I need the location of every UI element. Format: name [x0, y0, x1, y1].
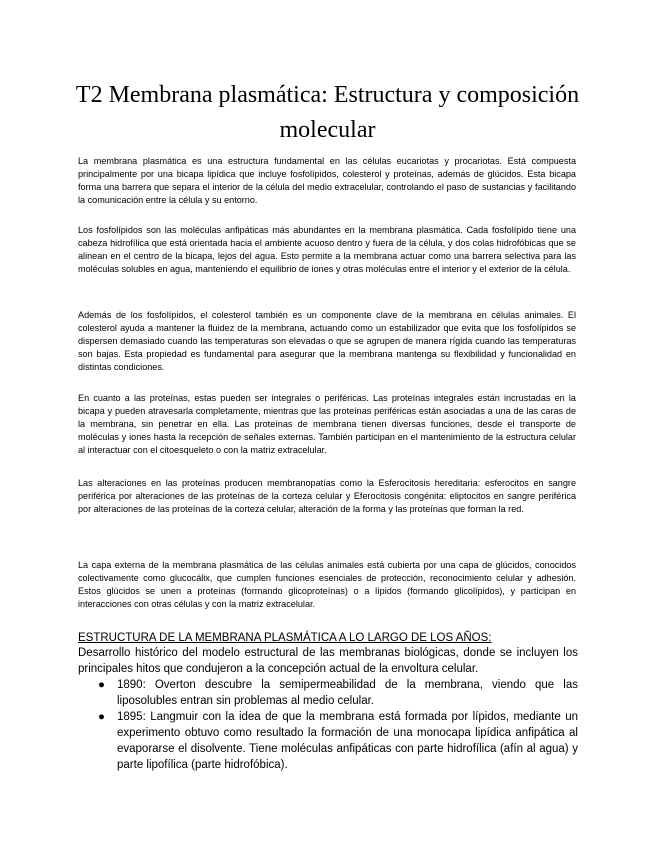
list-item-text: 1895: Langmuir con la idea de que la membrana está formada por lípidos, mediante un experimento obtuvo como resultado la formación de una monocapa lipídica anfipática al evaporarse el disolvente. Tiene moléculas anfipáticas con parte hidrofílica (afín al agua) y parte lipofílica (parte hidrofóbica). [117, 711, 578, 771]
section-heading: ESTRUCTURA DE LA MEMBRANA PLASMÁTICA A LO LARGO DE LOS AÑOS: [78, 632, 492, 644]
paragraph-phospholipids: Los fosfolípidos son las moléculas anfipáticas más abundantes en la membrana plasmática. Cada fosfolípido tiene una cabeza hidrofílica que está orientada hacia el ambiente acuoso dentro y fuera de la célula, y dos colas hidrofóbicas que se alinean en el centro de la bicapa, lejos del agua. Esto permite a la membrana actuar como una barrera selectiva para las moléculas solubles en agua, manteniendo el equilibrio de iones y otras moléculas entre el interior y el exterior de la célula. [78, 225, 576, 275]
list-item [78, 677, 578, 709]
document-title: T2 Membrana plasmática: Estructura y composición molecular [75, 82, 580, 143]
paragraph-membranopathies: Las alteraciones en las proteínas producen membranopatías como la Esferocitosis hereditaria: esferocitos en sangre periférica por alteraciones de las proteínas de la corteza celular y Eferocitosis congénita: eliptocitos en sangre periférica por alteraciones de las proteínas de la corteza celular, alteración de la forma y las proteínas que forman la red. [78, 478, 576, 515]
list-item-text: 1890: Overton descubre la semipermeabilidad de la membrana, viendo que las liposolubles entran sin problemas al medio celular. [117, 679, 578, 707]
bullet-icon: ● [98, 711, 105, 723]
list-item [78, 709, 578, 773]
paragraph-cholesterol: Además de los fosfolípidos, el colesterol también es un componente clave de la membrana en células animales. El colesterol ayuda a mantener la fluidez de la membrana, actuando como un estabilizador que evita que los fosfolípidos se dispersen demasiado cuando las temperaturas son elevadas o que se agrupen de manera rígida cuando las temperaturas son bajas. Esta propiedad es fundamental para asegurar que la membrana mantenga su flexibilidad y funcionalidad en distintas condiciones. [78, 310, 576, 373]
bullet-icon: ● [98, 679, 105, 691]
paragraph-proteins: En cuanto a las proteínas, estas pueden ser integrales o periféricas. Las proteínas integrales están incrustadas en la bicapa y pueden atravesarla completamente, mientras que las proteínas periféricas están asociadas a una de las caras de la membrana, sin penetrar en ella. Las proteínas de membrana tienen diversas funciones, desde el transporte de moléculas y iones hasta la recepción de señales externas. También participan en el mantenimiento de la estructura celular al interactuar con el citoesqueleto o con la matriz extracelular. [78, 393, 576, 456]
section-intro: Desarrollo histórico del modelo estructural de las membranas biológicas, donde se incluyen los principales hitos que condujeron a la concepción actual de la envoltura celular. [78, 647, 578, 675]
history-list [78, 677, 578, 773]
paragraph-glycocalyx: La capa externa de la membrana plasmática de las células animales está cubierta por una capa de glúcidos, conocidos colectivamente como glucocálix, que cumplen funciones esenciales de protección, reconocimiento celular y adhesión. Estos glúcidos se unen a proteínas (formando glicoproteínas) o a lípidos (formando glicolípidos), y participan en interacciones con otras células y con la matriz extracelular. [78, 560, 576, 610]
paragraph-intro: La membrana plasmática es una estructura fundamental en las células eucariotas y procariotas. Está compuesta principalmente por una bicapa lipídica que incluye fosfolípidos, colesterol y proteínas, además de glúcidos. Esta bicapa forma una barrera que separa el interior de la célula del medio extracelular, controlando el paso de sustancias y facilitando la comunicación entre la célula y su entorno. [78, 156, 576, 206]
